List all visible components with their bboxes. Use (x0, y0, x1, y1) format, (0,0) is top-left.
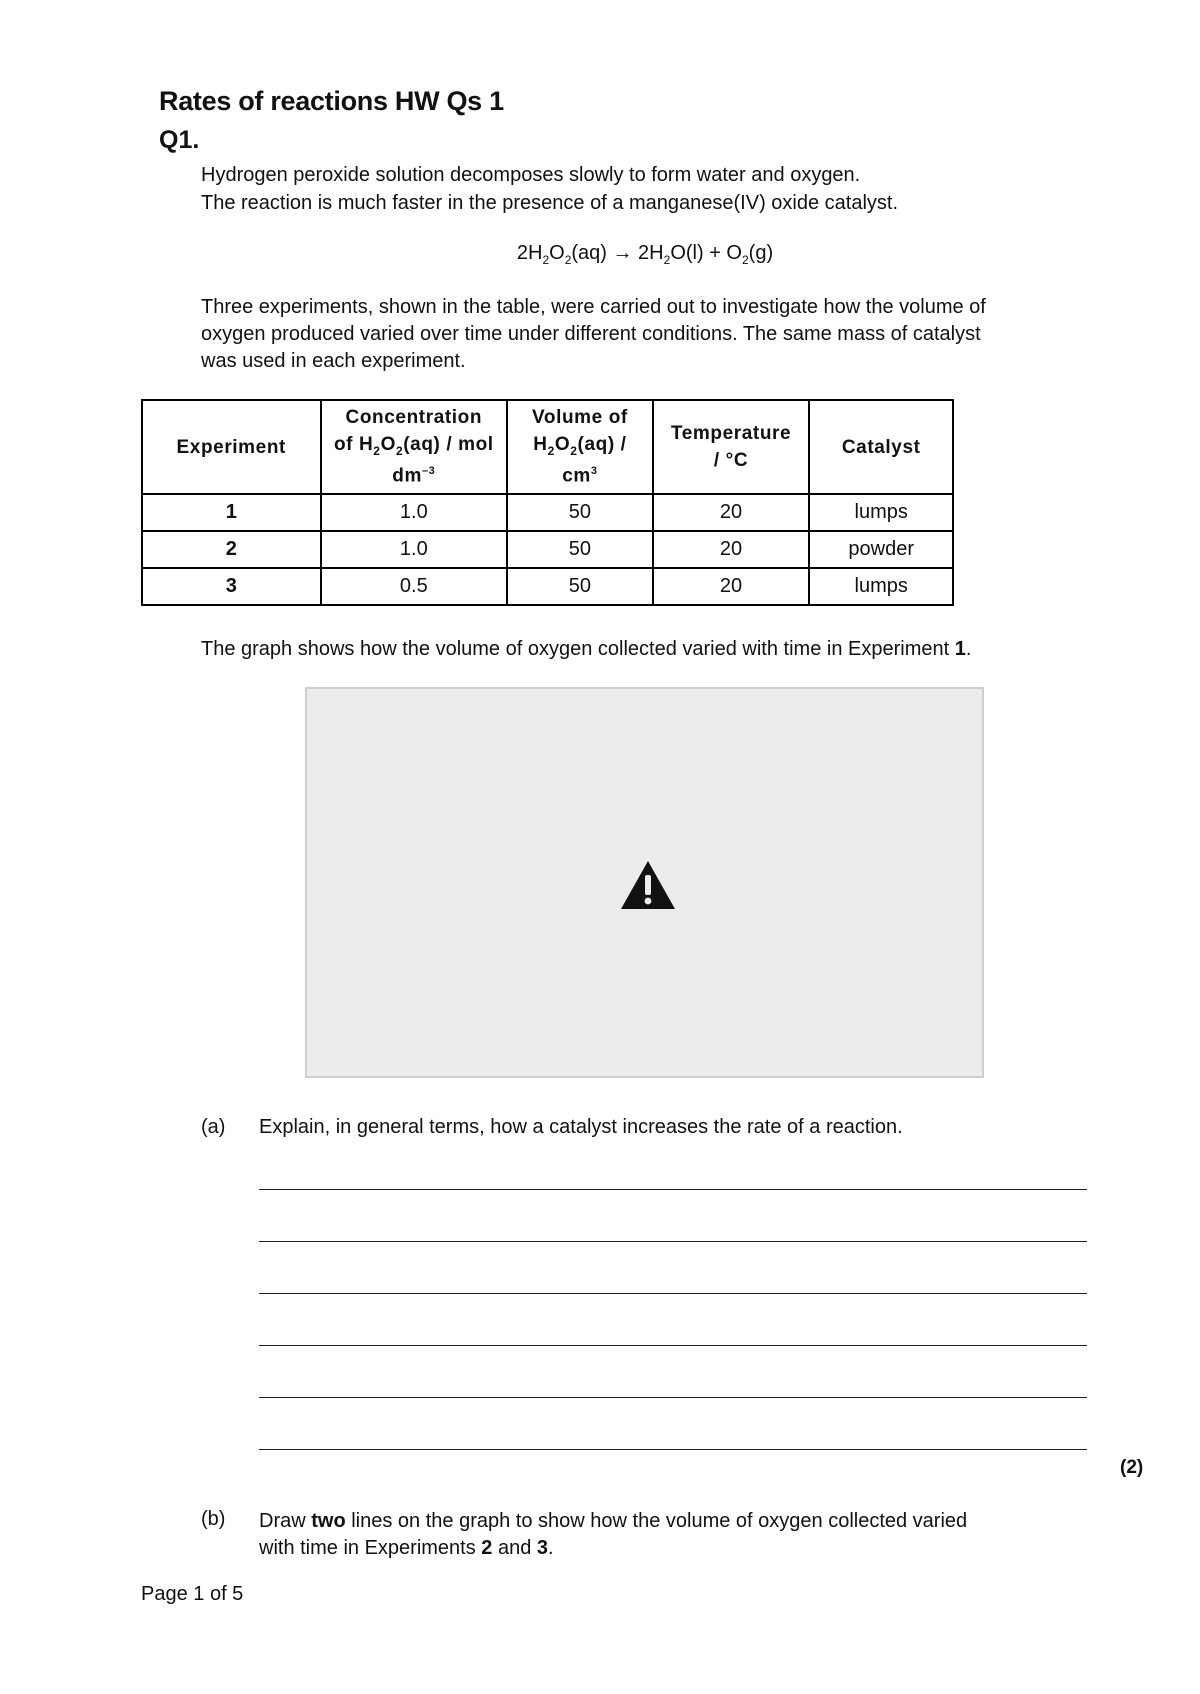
cell-catalyst: lumps (809, 568, 953, 605)
cell-catalyst: powder (809, 531, 953, 568)
page-title: Rates of reactions HW Qs 1 (159, 86, 504, 116)
marks-indicator: (2) (1120, 1457, 1144, 1478)
experiments-table (141, 399, 954, 606)
cell-catalyst: lumps (809, 494, 953, 531)
cell-temperature: 20 (653, 494, 810, 531)
answer-line[interactable] (259, 1345, 1087, 1346)
cell-temperature: 20 (653, 568, 810, 605)
header-volume: Volume of $H_2O_2(aq)$ / $cm^3$ (507, 400, 653, 494)
cell-experiment: 1 (142, 494, 321, 531)
answer-line[interactable] (259, 1449, 1087, 1450)
cell-volume: 50 (507, 531, 653, 568)
cell-volume: 50 (507, 568, 653, 605)
header-concentration: Concentration of $H_2O_2(aq)$ / mol $dm^{-3}$ (321, 400, 508, 494)
header-catalyst: Catalyst (809, 400, 953, 494)
answer-line[interactable] (259, 1293, 1087, 1294)
experiments-text-3: was used in each experiment. (201, 350, 466, 372)
header-temperature: Temperature / °C (653, 400, 810, 494)
cell-concentration: 1.0 (321, 531, 508, 568)
table-row (142, 568, 953, 605)
table-row (142, 494, 953, 531)
missing-graph-image (305, 687, 984, 1078)
table-header-row (142, 400, 953, 494)
part-b-label: (b) (201, 1508, 226, 1530)
cell-volume: 50 (507, 494, 653, 531)
cell-concentration: 0.5 (321, 568, 508, 605)
cell-experiment: 3 (142, 568, 321, 605)
header-experiment: Experiment (142, 400, 321, 494)
answer-line[interactable] (259, 1241, 1087, 1242)
cell-temperature: 20 (653, 531, 810, 568)
intro-line-1: Hydrogen peroxide solution decomposes slowly to form water and oxygen. (201, 164, 861, 186)
graph-caption: The graph shows how the volume of oxygen collected varied with time in Experiment 1. (201, 638, 972, 660)
warning-icon (619, 859, 677, 911)
cell-experiment: 2 (142, 531, 321, 568)
answer-line[interactable] (259, 1189, 1087, 1190)
experiments-text-2: oxygen produced varied over time under different conditions. The same mass of catalyst (201, 323, 981, 345)
part-a-question: Explain, in general terms, how a catalyst increases the rate of a reaction. (259, 1116, 903, 1138)
page-footer: Page 1 of 5 (141, 1583, 244, 1605)
intro-line-2: The reaction is much faster in the presence of a manganese(IV) oxide catalyst. (201, 192, 899, 214)
answer-line[interactable] (259, 1397, 1087, 1398)
cell-concentration: 1.0 (321, 494, 508, 531)
question-number: Q1. (159, 126, 200, 154)
experiments-text-1: Three experiments, shown in the table, were carried out to investigate how the volume of (201, 296, 986, 318)
part-a-label: (a) (201, 1116, 226, 1138)
part-b-question: Draw two lines on the graph to show how the volume of oxygen collected varied with time in Experiments 2 and 3. (259, 1510, 968, 1559)
chemical-equation: $2H_2O_2(aq) \to 2H_2O(l) + O_2(g)$ (516, 242, 774, 267)
table-row (142, 531, 953, 568)
